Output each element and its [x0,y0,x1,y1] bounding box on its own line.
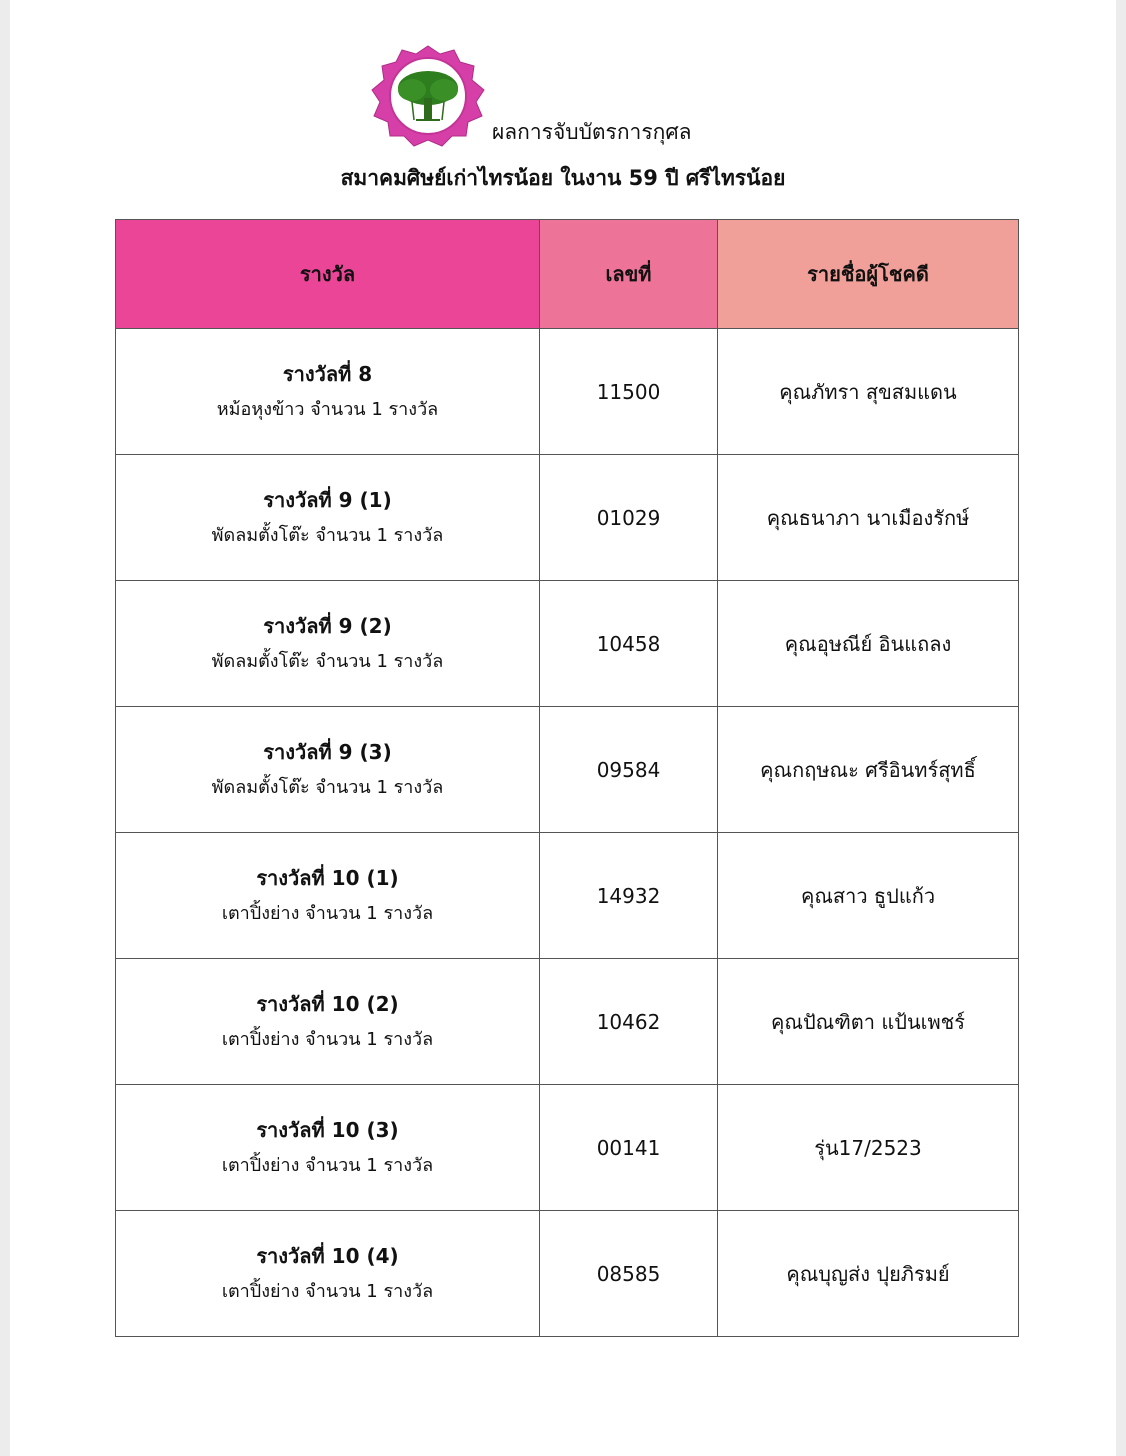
prize-cell [116,959,540,1085]
prize-cell [116,833,540,959]
winner-name: คุณสาว ธูปแก้ว [718,833,1019,959]
prize-description: เตาปิ้งย่าง จำนวน 1 รางวัล [221,1028,434,1050]
prize-cell [116,1085,540,1211]
ticket-number: 01029 [540,455,718,581]
header-number: เลขที่ [540,220,718,329]
ticket-number: 08585 [540,1211,718,1337]
winner-name: คุณธนาภา นาเมืองรักษ์ [718,455,1019,581]
prize-title: รางวัลที่ 10 (2) [256,991,399,1016]
prize-cell [116,707,540,833]
prize-description: พัดลมตั้งโต๊ะ จำนวน 1 รางวัล [211,650,444,672]
winner-name: คุณกฤษณะ ศรีอินทร์สุทธิ์ [718,707,1019,833]
document-page [10,0,1116,1456]
winner-name: รุ่น17/2523 [718,1085,1019,1211]
table-header-row [116,220,1019,329]
ticket-number: 11500 [540,329,718,455]
ticket-number: 14932 [540,833,718,959]
table-row [116,959,1019,1085]
prize-cell [116,1211,540,1337]
table-row [116,707,1019,833]
prize-title: รางวัลที่ 9 (3) [263,739,392,764]
prize-title: รางวัลที่ 10 (3) [256,1117,399,1142]
header-winner: รายชื่อผู้โชคดี [718,220,1019,329]
document-title: ผลการจับบัตรการกุศล [492,120,692,144]
prize-title: รางวัลที่ 8 [282,361,373,386]
header-prize: รางวัล [116,220,540,329]
ticket-number: 00141 [540,1085,718,1211]
ticket-number: 10458 [540,581,718,707]
prize-description: เตาปิ้งย่าง จำนวน 1 รางวัล [221,902,434,924]
winner-name: คุณภัทรา สุขสมแดน [718,329,1019,455]
winner-name: คุณอุษณีย์ อินแถลง [718,581,1019,707]
table-row [116,455,1019,581]
table-row [116,1211,1019,1337]
prize-description: พัดลมตั้งโต๊ะ จำนวน 1 รางวัล [211,524,444,546]
prize-title: รางวัลที่ 10 (4) [256,1243,399,1268]
prize-title: รางวัลที่ 9 (1) [263,487,392,512]
prize-description: พัดลมตั้งโต๊ะ จำนวน 1 รางวัล [211,776,444,798]
winner-name: คุณปัณฑิตา แป้นเพชร์ [718,959,1019,1085]
prize-title: รางวัลที่ 9 (2) [263,613,392,638]
prize-description: เตาปิ้งย่าง จำนวน 1 รางวัล [221,1154,434,1176]
prize-cell [116,455,540,581]
ticket-number: 10462 [540,959,718,1085]
table-row [116,581,1019,707]
prize-cell [116,581,540,707]
document-subtitle: สมาคมศิษย์เก่าไทรน้อย ในงาน 59 ปี ศรีไทรน้อย [340,166,786,190]
prize-cell [116,329,540,455]
prize-description: เตาปิ้งย่าง จำนวน 1 รางวัล [221,1280,434,1302]
ticket-number: 09584 [540,707,718,833]
prize-title: รางวัลที่ 10 (1) [256,865,399,890]
table-row [116,833,1019,959]
results-table [115,219,1019,1337]
table-row [116,329,1019,455]
table-row [116,1085,1019,1211]
tree-logo-icon [366,44,490,148]
prize-description: หม้อหุงข้าว จำนวน 1 รางวัล [216,398,439,420]
winner-name: คุณบุญส่ง ปุยภิรมย์ [718,1211,1019,1337]
